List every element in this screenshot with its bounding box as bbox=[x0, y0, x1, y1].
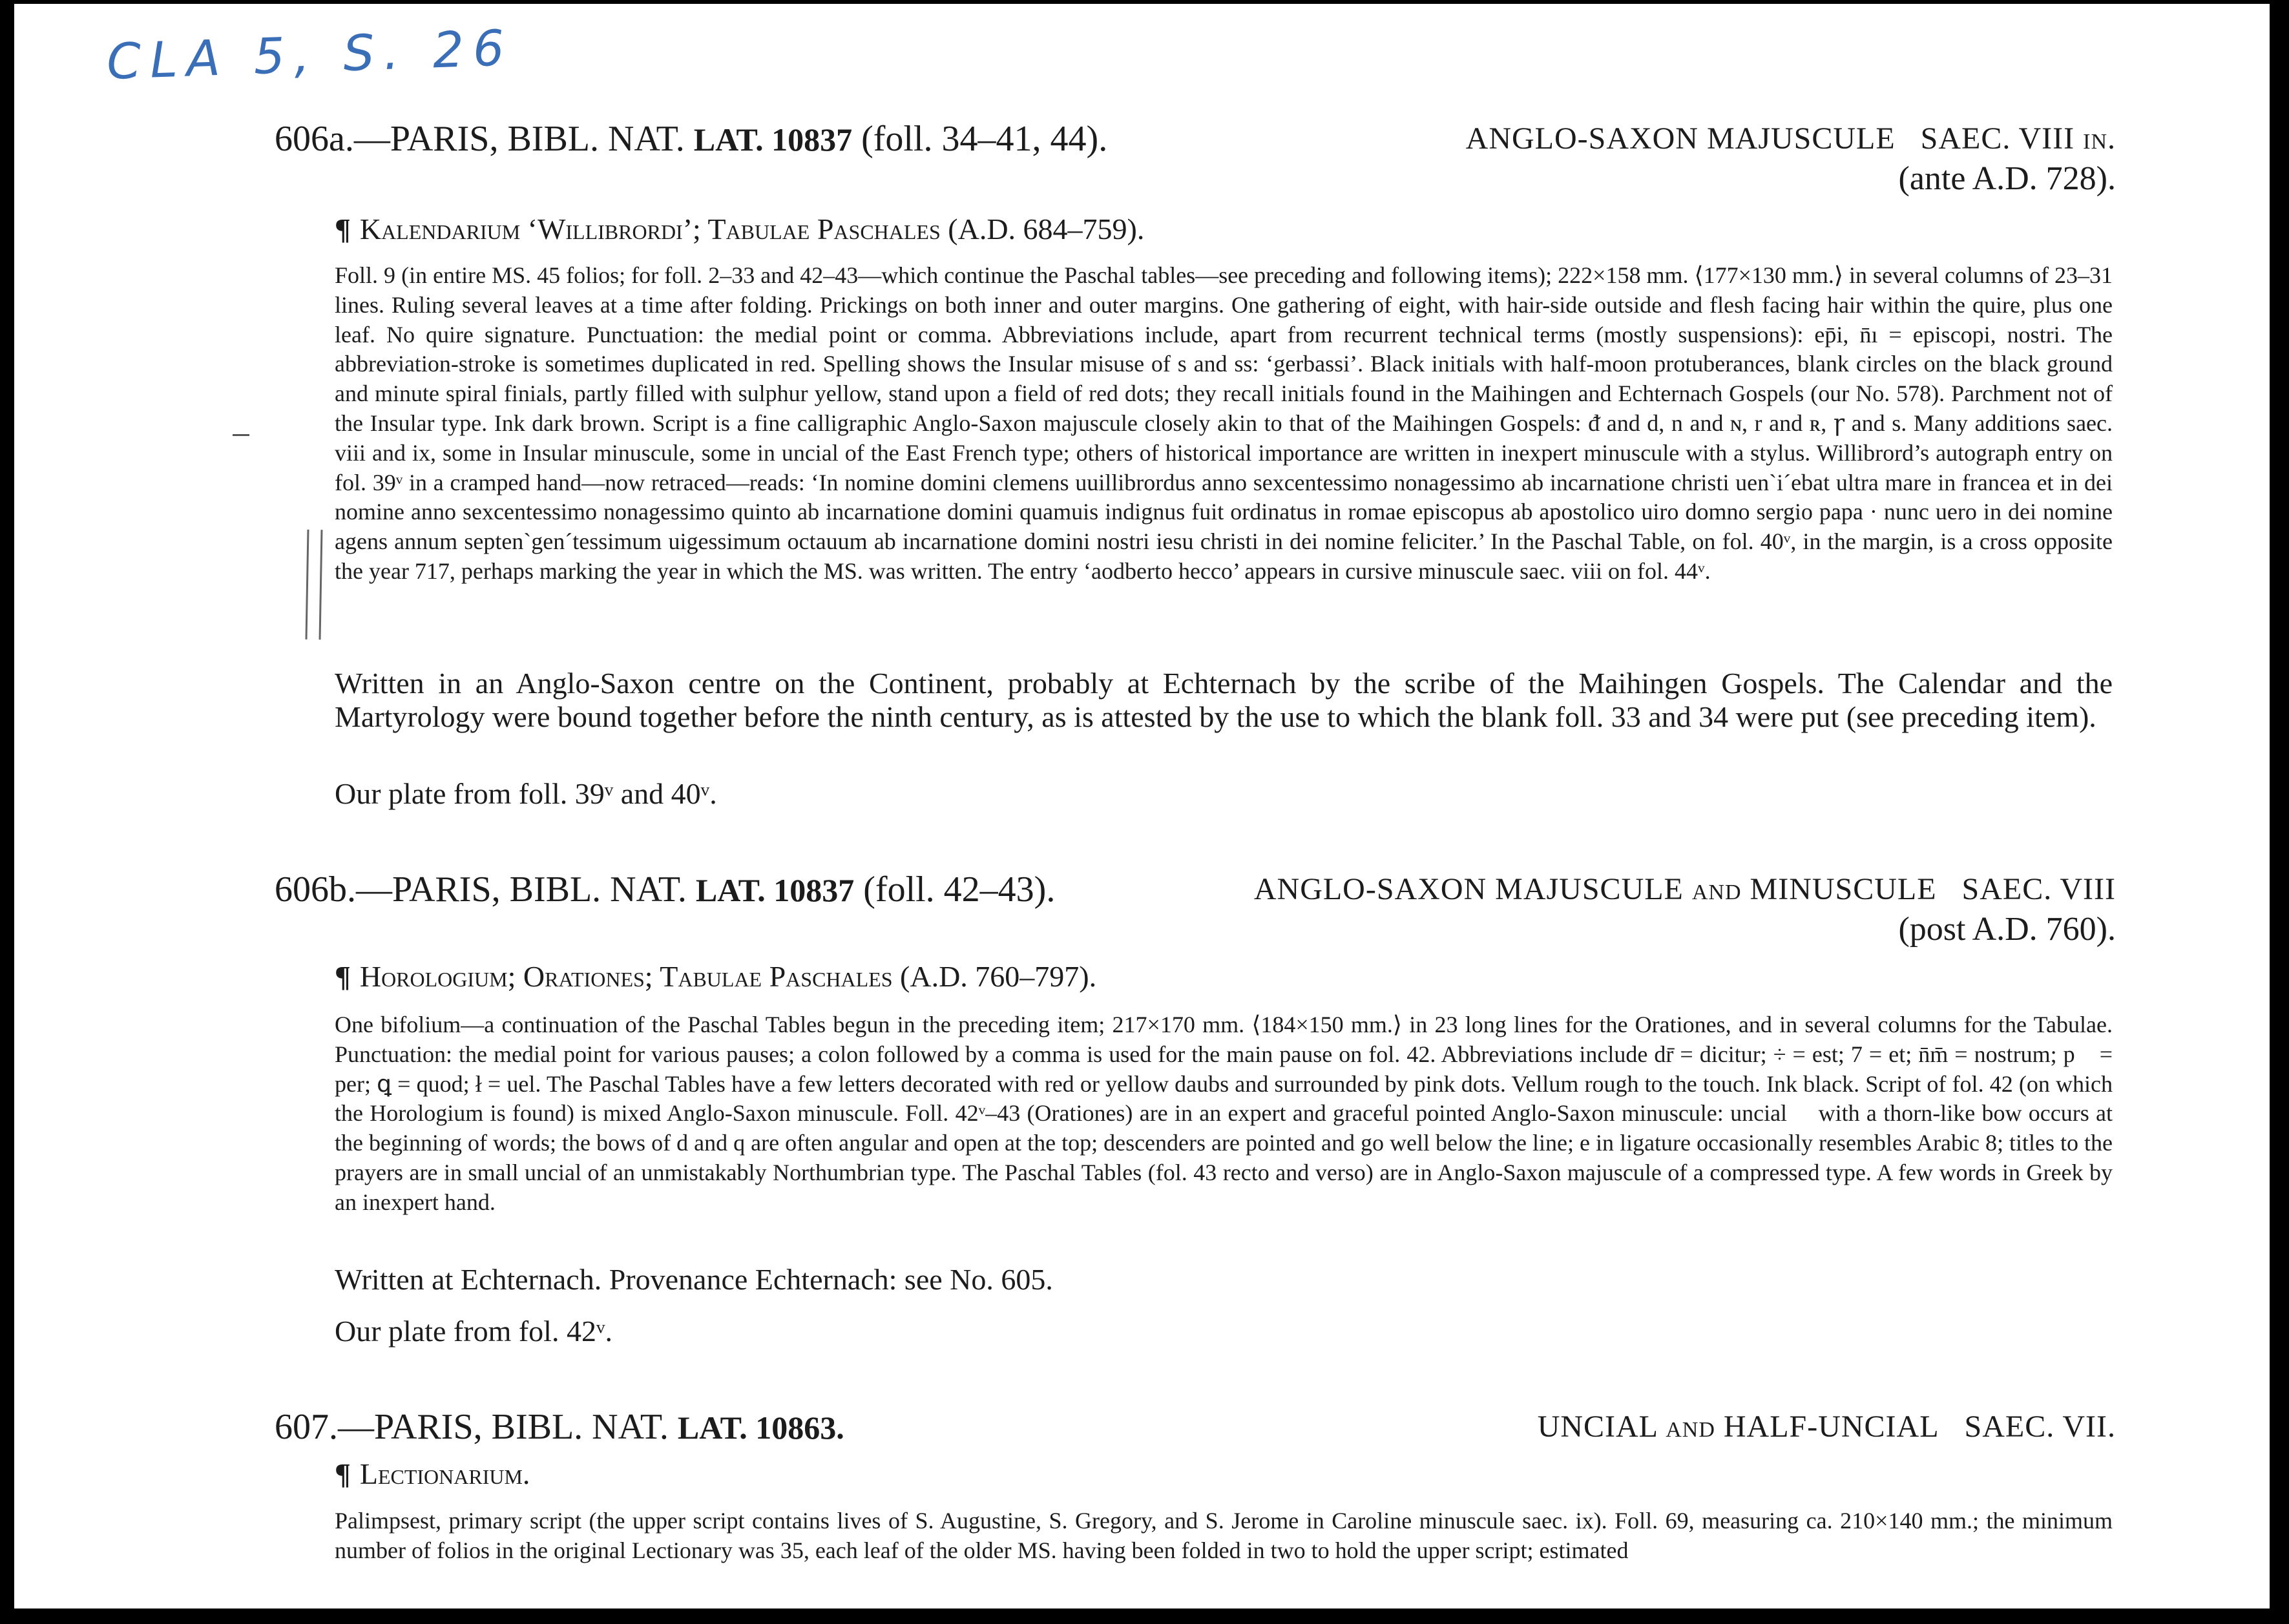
century-date: SAEC. VII. bbox=[1964, 1410, 2116, 1444]
margin-dash-mark bbox=[233, 434, 249, 436]
entry-607-heading bbox=[275, 1406, 2116, 1452]
shelfmark: LAT. 10837 bbox=[693, 121, 853, 158]
entry-607-description: Palimpsest, primary script (the upper script contains lives of S. Augustine, S. Gregory, and S. Jerome in Caroline minuscule saec. ix). Foll. 69, measuring ca. 210×140 mm.; the minimum number of folios in the original Lectionary was 35, each leaf of the older MS. having been folded in two to hold the upper script; estimated bbox=[335, 1508, 2113, 1563]
folio-range: (foll. 42–43). bbox=[863, 869, 1056, 910]
entry-heading-right bbox=[1254, 869, 2116, 950]
library-name: —PARIS, BIBL. NAT. bbox=[338, 1407, 669, 1447]
entry-606b-origin: Written at Echternach. Provenance Echternach: see No. 605. bbox=[335, 1263, 1053, 1296]
entry-606a-origin: Written in an Anglo-Saxon centre on the Continent, probably at Echternach by the scribe of the Maihingen Gospels. The Calendar and the Martyrology were bound together before the ninth century, as is attested by the use to which the blank foll. 33 and 34 were put (see preceding item). bbox=[335, 667, 2113, 733]
script-type: ANGLO-SAXON MAJUSCULE bbox=[1465, 121, 1896, 156]
entry-heading-right bbox=[1466, 118, 2116, 199]
entry-number: 606b. bbox=[275, 869, 356, 910]
century-date: SAEC. VIII in. bbox=[1920, 121, 2116, 156]
pilcrow-mark: ¶ bbox=[335, 960, 351, 993]
entry-606b-description: One bifolium—a continuation of the Paschal Tables begun in the preceding item; 217×170 mm. ⟨184×150 mm.⟩ in 23 long lines for the Orationes, and in several columns for the Tabulae. Punctuation: the medial point for various pauses; a colon followed by a comma is used for the main pause on fol. 42. Abbreviations include dr̄ = dicitur; ÷ = est; 7 = et; n̄m̄ = nostrum; pᷓ = per; ꝗ = quod; ł = uel. The Paschal Tables have a few letters decorated with red or yellow daubs and surrounded by pink dots. Vellum rough to the touch. Ink black. Script of fol. 42 (on which the Horologium is found) is mixed Anglo-Saxon minuscule. Foll. 42ᵛ–43 (Orationes) are in an expert and graceful pointed Anglo-Saxon minuscule: uncial ꝺ with a thorn-like bow occurs at the beginning of words; the bows of d and q are often angular and open at the top; descenders are pointed and go well below the line; e in ligature occasionally resembles Arabic 8; titles to the prayers are in small uncial of an unmistakably Northumbrian type. The Paschal Tables (fol. 43 recto and verso) are in Anglo-Saxon majuscule of a compressed type. A few words in Greek by an inexpert hand. bbox=[335, 1012, 2113, 1215]
shelfmark: LAT. 10837 bbox=[695, 872, 855, 908]
entry-heading-left bbox=[275, 869, 1055, 910]
content-title: Horologium; Orationes; Tabulae Paschales (A.D. 760–797). bbox=[359, 960, 1097, 993]
pilcrow-mark: ¶ bbox=[335, 1457, 351, 1490]
content-title: Kalendarium ‘Willibrordi’; Tabulae Paschales (A.D. 684–759). bbox=[359, 213, 1145, 245]
pilcrow-mark: ¶ bbox=[335, 213, 351, 245]
handwritten-shelfmark-note: CLA 5, S. 26 bbox=[105, 19, 514, 90]
century-date: SAEC. VIII bbox=[1961, 872, 2116, 906]
entry-606a-plate: Our plate from foll. 39ᵛ and 40ᵛ. bbox=[335, 777, 717, 810]
entry-heading-right bbox=[1538, 1406, 2116, 1447]
entry-606a-title bbox=[335, 212, 1144, 246]
content-title: Lectionarium. bbox=[359, 1457, 530, 1490]
entry-heading-left bbox=[275, 1406, 844, 1448]
entry-606b-plate: Our plate from fol. 42ᵛ. bbox=[335, 1315, 612, 1348]
entry-606a-description: Foll. 9 (in entire MS. 45 folios; for foll. 2–33 and 42–43—which continue the Paschal tables—see preceding and following items); 222×158 mm. ⟨177×130 mm.⟩ in several columns of 23–31 lines. Ruling several leaves at a time after folding. Prickings on both inner and outer margins. One gathering of eight, with hair-side outside and flesh facing hair within the quire, plus one leaf. No quire signature. Punctuation: the medial point or comma. Abbreviations include, apart from recurrent technical terms (mostly suspensions): ep̄i, n̄ı = episcopi, nostri. The abbreviation-stroke is sometimes duplicated in red. Spelling shows the Insular misuse of s and ss: ‘gerbassi’. Black initials with half-moon protuberances, blank circles on the black ground and minute spiral finials, partly filled with sulphur yellow, stand upon a field of red dots; they recall initials found in the Maihingen and Echternach Gospels (our No. 578). Parchment not of the Insular type. Ink dark brown. Script is a fine calligraphic Anglo-Saxon majuscule closely akin to that of the Maihingen Gospels: ᵭ and d, n and ɴ, r and ʀ, ꞅ and s. Many additions saec. viii and ix, some in Insular minuscule, some in uncial of the East French type; others of historical importance are written in inexpert minuscule with a stylus. Willibrord’s autograph entry on fol. 39ᵛ in a cramped hand—now retraced—reads: ‘In nomine domini clemens uuillibrordus anno sexcentessimo nonagessimo ab incarnatione christi uen`i´ebat ultra mare in francea et in dei nomine anno sexcentessimo nonagessimo quinto ab incarnatione domini quamuis indignus fuit ordinatus in romae episcopus ab apostolico uiro domno sergio papa · nunc uero in dei nomine agens annum septen`gen´tessimum uigessimum octauum ab incarnatione domini nostri iesu christi in dei nomine feliciter.’ In the Paschal Table, on fol. 40ᵛ, in the margin, is a cross opposite the year 717, perhaps marking the year in which the MS. was written. The entry ‘aodberto hecco’ appears in cursive minuscule saec. viii on fol. 44ᵛ. bbox=[335, 262, 2113, 584]
entry-606b-title bbox=[335, 959, 1096, 994]
entry-606a-heading bbox=[275, 118, 2116, 202]
library-name: —PARIS, BIBL. NAT. bbox=[356, 869, 687, 910]
library-name: —PARIS, BIBL. NAT. bbox=[353, 119, 685, 159]
entry-606b-heading bbox=[275, 869, 2116, 953]
entry-607-title bbox=[335, 1457, 530, 1491]
entry-number: 607. bbox=[275, 1407, 338, 1447]
entry-heading-left bbox=[275, 118, 1107, 160]
folio-range: (foll. 34–41, 44). bbox=[861, 119, 1108, 159]
date-note: (post A.D. 760). bbox=[1898, 911, 2116, 948]
script-type: UNCIAL and HALF-UNCIAL bbox=[1537, 1410, 1939, 1444]
entry-number: 606a. bbox=[275, 119, 354, 159]
date-note: (ante A.D. 728). bbox=[1898, 160, 2116, 197]
shelfmark: LAT. 10863. bbox=[677, 1410, 844, 1446]
margin-double-bar-mark bbox=[306, 530, 323, 640]
script-type: ANGLO-SAXON MAJUSCULE and MINUSCULE bbox=[1253, 872, 1937, 906]
